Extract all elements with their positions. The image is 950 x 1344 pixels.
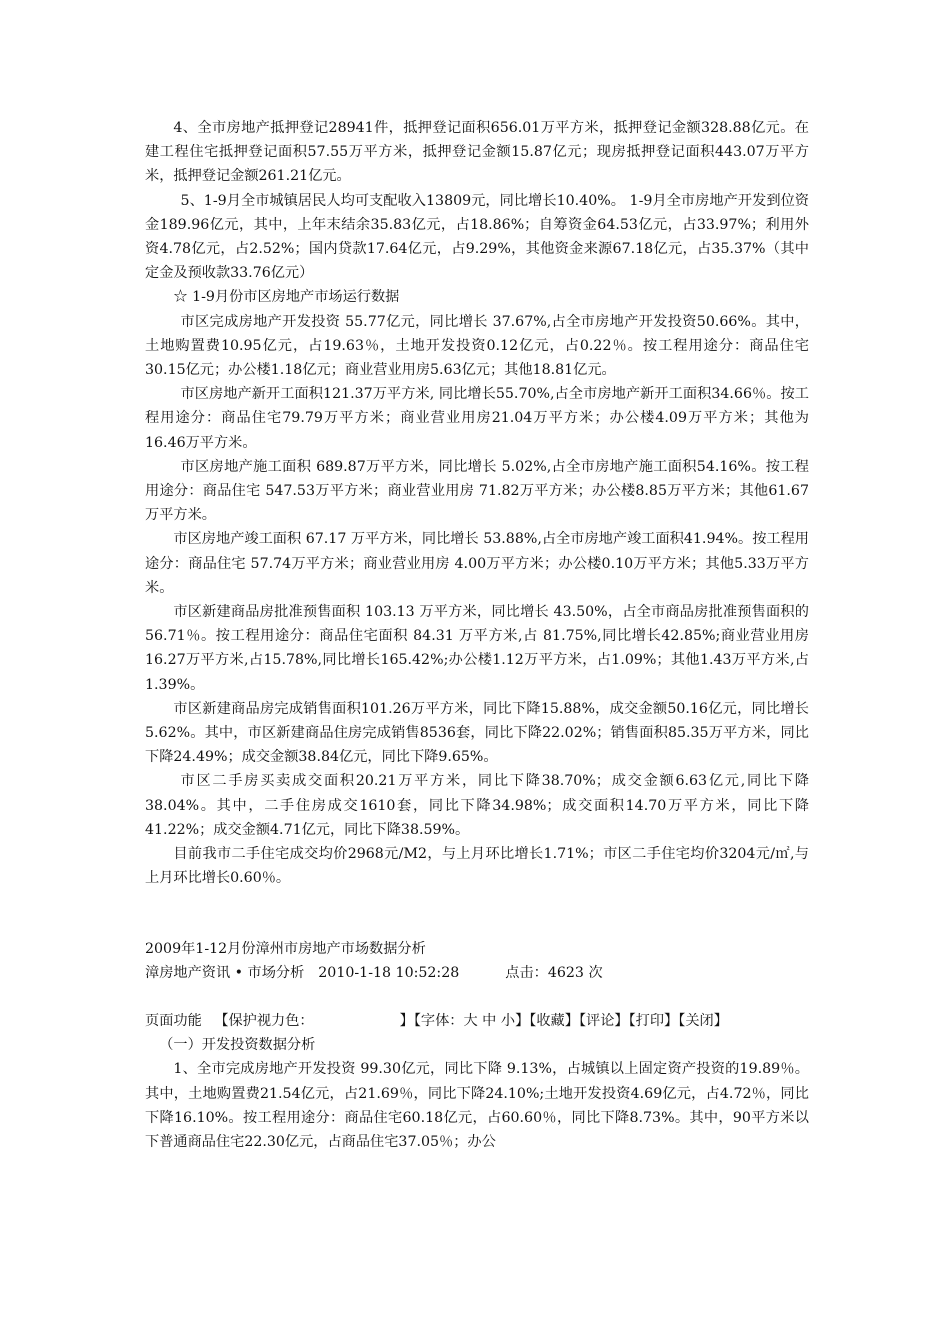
paragraph-presale: 市区新建商品房批准预售面积 103.13 万平方米，同比增长 43.50%，占全市商品房批准预售面积的 56.71％。按工程用途分：商品住宅面积 84.31 万平方米,占 81.75%,同比增长42.85%;商业营业用房16.27万平方米,占15.78%,同比增长165.42%;办公楼1.12万平方米，占1.09%；其他1.43万平方米,占1.39%。 <box>145 604 809 693</box>
paragraph-mortgage: 4、全市房地产抵押登记28941件，抵押登记面积656.01万平方米，抵押登记金额328.88亿元。在建工程住宅抵押登记面积57.55万平方米，抵押登记金额15.87亿元；现房抵押登记面积443.07万平方米，抵押登记金额261.21亿元。 <box>145 120 809 185</box>
article-datetime: 2010-1-18 10:52:28 <box>318 964 460 981</box>
favorite-link[interactable]: 】【收藏】 <box>515 1012 579 1029</box>
font-size-small[interactable]: 小 <box>500 1012 516 1029</box>
comment-link[interactable]: 【评论】 <box>578 1012 629 1029</box>
close-link[interactable]: 【关闭】 <box>678 1012 728 1029</box>
toolbar-label: 页面功能 <box>145 1012 202 1029</box>
paragraph-income-funding: 5、1-9月全市城镇居民人均可支配收入13809元，同比增长10.40%。 1-9月全市房地产开发到位资金189.96亿元，其中，上年末结余35.83亿元，占18.86%；自筹资金64.53亿元，占33.97%；利用外资4.78亿元，占2.52%；国内贷款17.64亿元，占9.29%，其他资金来源67.18亿元，占35.37%（其中定金及预收款33.76亿元） <box>145 192 809 282</box>
font-size-medium[interactable]: 中 <box>482 1012 497 1029</box>
paragraph-second-hand: 市区二手房买卖成交面积20.21万平方米，同比下降38.70%；成交金额6.63亿元,同比下降38.04%。其中，二手住房成交1610套，同比下降34.98%；成交面积14.70万平方米，同比下降41.22%；成交金额4.71亿元，同比下降38.59%。 <box>145 773 809 838</box>
font-size-large[interactable]: 大 <box>463 1012 478 1029</box>
paragraph-city-investment: 1、全市完成房地产开发投资 99.30亿元，同比下降 9.13%，占城镇以上固定资产投资的19.89％。其中，土地购置费21.54亿元，占21.69％，同比下降24.10%;土地开发投资4.69亿元，占4.72％，同比下降16.10%。按工程用途分：商品住宅60.18亿元，占60.60％，同比下降8.73%。其中，90平方米以下普通商品住宅22.30亿元，占商品住宅37.05％；办公 <box>145 1061 809 1150</box>
section-heading-investment: （一）开发投资数据分析 <box>159 1037 316 1054</box>
paragraph-new-construction: 市区房地产新开工面积121.37万平方米, 同比增长55.70%,占全市房地产新开工面积34.66％。按工程用途分：商品住宅79.79万平方米；商业营业用房21.04万平方米；办公楼4.09万平方米；其他为16.46万平方米。 <box>145 386 809 451</box>
font-label: 】【字体： <box>399 1012 464 1029</box>
print-link[interactable]: 【打印】 <box>628 1012 679 1029</box>
document-page <box>145 116 809 1154</box>
paragraph-investment: 市区完成房地产开发投资 55.77亿元，同比增长 37.67%,占全市房地产开发投资50.66%。其中，土地购置费10.95亿元，占19.63％，土地开发投资0.12亿元，占0.22％。按工程用途分：商品住宅30.15亿元；办公楼1.18亿元；商业营业用房5.63亿元；其他18.81亿元。 <box>145 313 809 379</box>
protect-eye-color-option[interactable]: 【保护视力色： <box>214 1012 314 1029</box>
paragraph-under-construction: 市区房地产施工面积 689.87万平方米，同比增长 5.02%,占全市房地产施工面积54.16%。按工程用途分：商品住宅 547.53万平方米；商业营业用房 71.82万平方米；办公楼8.85万平方米；其他61.67万平方米。 <box>145 458 809 524</box>
paragraph-average-price: 目前我市二手住宅成交均价2968元/M2，与上月环比增长1.71%；市区二手住宅均价3204元/㎡,与上月环比增长0.60％。 <box>145 846 809 887</box>
paragraph-completed: 市区房地产竣工面积 67.17 万平方米，同比增长 53.88%,占全市房地产竣工面积41.94%。按工程用途分：商品住宅 57.74万平方米；商业营业用房 4.00万平方米；办公楼0.10万平方米；其他5.33万平方米。 <box>145 531 809 596</box>
page-toolbar <box>145 1009 809 1033</box>
article-meta <box>145 961 809 985</box>
section-heading-city-data: ☆ 1-9月份市区房地产市场运行数据 <box>173 289 400 306</box>
click-count: 点击：4623 次 <box>505 964 603 981</box>
article-title: 2009年1-12月份漳州市房地产市场数据分析 <box>145 940 426 957</box>
paragraph-sales: 市区新建商品房完成销售面积101.26万平方米，同比下降15.88%，成交金额50.16亿元，同比增长5.62%。其中，市区新建商品住房完成销售8536套，同比下降22.02%；销售面积85.35万平方米，同比下降24.49%；成交金额38.84亿元，同比下降9.65%。 <box>145 700 809 766</box>
article-source[interactable]: 漳房地产资讯 • 市场分析 <box>145 964 305 981</box>
